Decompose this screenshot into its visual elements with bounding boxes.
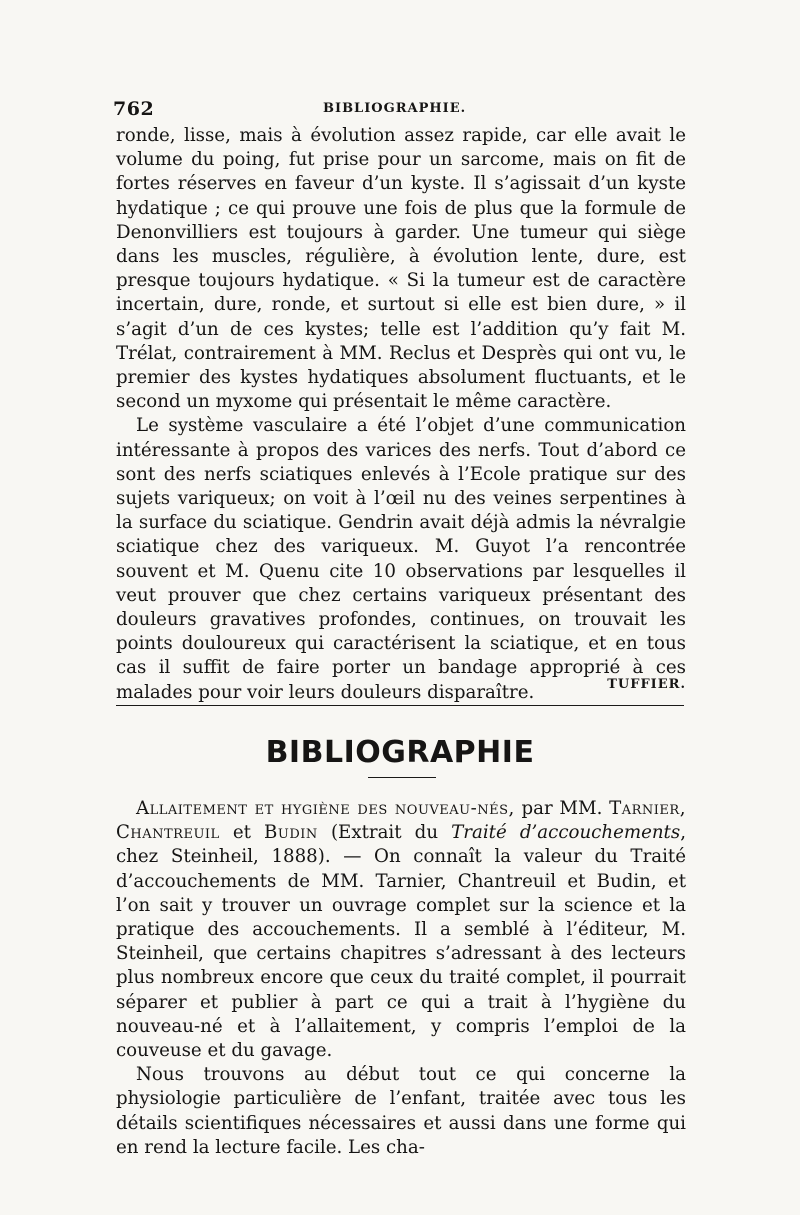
section-divider xyxy=(116,705,684,706)
article-body xyxy=(116,124,686,705)
body-paragraph-2: Le système vasculaire a été l’objet d’une communication intéressante à propos des varices des nerfs. Tout d’abord ce sont des nerfs sciatiques enlevés à l’Ecole pratique sur des sujets variqueux; on voit à l’œil nu des veines serpentines à la surface du sciatique. Gendrin avait déjà admis la névralgie sciatique chez des variqueux. M. Guyot l’a rencontrée souvent et M. Quenu cite 10 observations par lesquelles il veut prouver que chez certains variqueux présentant des douleurs gravatives profondes, continues, on trouvait les points douloureux qui caractérisent la sciatique, et en tous cas il suffit de faire porter un bandage approprié à ces malades pour voir leurs douleurs disparaître. xyxy=(116,415,686,703)
author-signature: TUFFIER. xyxy=(607,677,686,692)
page-header xyxy=(113,98,688,124)
by-text: par MM. xyxy=(514,798,610,819)
running-head: BIBLIOGRAPHIE. xyxy=(323,101,467,116)
and-text: et xyxy=(219,822,265,844)
bibliography-paragraph-1 xyxy=(116,797,686,1063)
section-title: BIBLIOGRAPHIE xyxy=(265,735,535,770)
extract-open: (Extrait du xyxy=(317,822,452,844)
author-tarnier: Tarnier, xyxy=(609,798,686,819)
author-chantreuil: Chantreuil xyxy=(116,822,220,844)
author-budin: Budin xyxy=(264,822,318,844)
bibliography-entry xyxy=(116,797,686,1160)
extract-work: Traité d’accouchements xyxy=(451,822,681,844)
book-title: Allaitement et hygiène des nouveau-nés, xyxy=(136,798,515,819)
body-paragraph-1: ronde, lisse, mais à évolution assez rapide, car elle avait le volume du poing, fut prise pour un sarcome, mais on fit de fortes réserves en faveur d’un kyste. Il s’agissait d’un kyste hydatique ; ce qui prouve une fois de plus que la formule de Denonvilliers est toujours à garder. Une tumeur qui siège dans les muscles, régulière, à évolution lente, dure, est presque toujours hydatique. « Si la tumeur est de caractère incertain, dure, ronde, et surtout si elle est bien dure, » il s’agit d’un de ces kystes; telle est l’addition qu’y fait M. Trélat, contrairement à MM. Reclus et Desprès qui ont vu, le premier des kystes hydatiques absolument fluctuants, et le second un myxome qui présentait le même caractère. xyxy=(116,125,686,413)
bibliography-paragraph-2: Nous trouvons au début tout ce qui concerne la physiologie particulière de l’enfant, traitée avec tous les détails scientifiques nécessaires et aussi dans une forme qui en rend la lecture facile. Les cha- xyxy=(116,1064,686,1158)
page-number: 762 xyxy=(113,98,155,120)
title-underline xyxy=(368,777,436,778)
review-text: , chez Steinheil, 1888). — On connaît la valeur du Traité d’accouchements de MM. Tarnier, Chantreuil et Budin, et l’on sait y trouver un ouvrage complet sur la science et la pratique des accouchements. Il a semblé à l’éditeur, M. Steinheil, que certains chapitres s’adressant à des lecteurs plus nombreux encore que ceux du traité complet, il pourrait séparer et publier à part ce qui a trait à l’hygiène du nouveau-né et à l’allaitement, y compris l’emploi de la couveuse et du gavage. xyxy=(116,822,686,1062)
